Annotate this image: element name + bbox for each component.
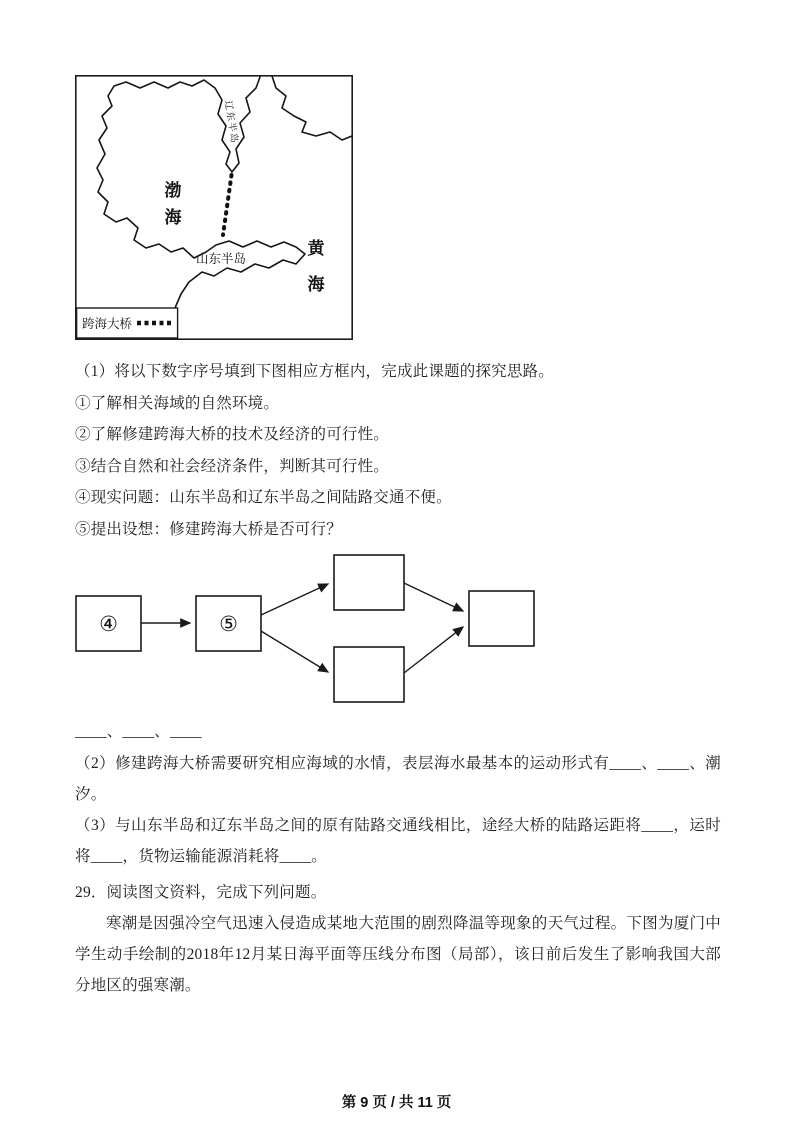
flow-box-4-label: ④ [99, 612, 118, 636]
question-3-text: （3）与山东半岛和辽东半岛之间的原有陆路交通线相比，途经大桥的陆路运距将____，运时将____，货物运输能源消耗将____。 [75, 816, 721, 865]
flow-box-empty-bottom [334, 647, 404, 702]
question-29-passage: 寒潮是因强冷空气迅速入侵造成某地大范围的剧烈降温等现象的天气过程。下图为厦门中学生动手绘制的2018年12月某日海平面等压线分布图（局部），该日前后发生了影响我国大部分地区的强寒潮。 [75, 915, 721, 994]
legend-label: 跨海大桥 [82, 317, 133, 331]
flow-box-final [469, 591, 534, 646]
question-2-text: （2）修建跨海大桥需要研究相应海域的水情，表层海水最基本的运动形式有____、____、潮汐。 [75, 754, 721, 803]
bohai-sea-label: 渤海 [161, 181, 181, 235]
numbered-item-1: ①了解相关海域的自然环境。 [75, 394, 280, 412]
flow-diagram [75, 551, 545, 707]
flow-arrow-5-to-top [261, 584, 328, 615]
numbered-item-5: ⑤提出设想：修建跨海大桥是否可行？ [75, 520, 342, 538]
question-29-title: 29．阅读图文资料，完成下列问题。 [75, 883, 327, 901]
yellow-sea-label: 黄海 [304, 239, 324, 311]
flow-arrow-top-to-final [404, 583, 463, 611]
numbered-item-2: ②了解修建跨海大桥的技术及经济的可行性。 [75, 426, 390, 443]
flow-diagram-wrap [75, 551, 721, 712]
shandong-peninsula-label: 山东半岛 [196, 252, 247, 266]
flow-arrow-bottom-to-final [404, 627, 463, 673]
numbered-item-3: ③结合自然和社会经济条件，判断其可行性。 [75, 457, 390, 475]
sea-bridge-map-figure [75, 75, 353, 340]
page-footer: 第 9 页 / 共 11 页 [341, 1095, 452, 1111]
liaodong-peninsula-label: 辽东半岛 [222, 99, 239, 145]
numbered-item-4: ④现实问题：山东半岛和辽东半岛之间陆路交通不便。 [75, 489, 452, 506]
sea-bridge-map [75, 75, 353, 340]
question-1-intro: （1）将以下数字序号填到下图相应方框内，完成此课题的探究思路。 [75, 363, 554, 380]
answer-blanks: ____、____、____ [75, 723, 202, 740]
flow-box-empty-top [334, 555, 404, 610]
flow-arrow-5-to-bottom [261, 631, 328, 672]
flow-box-5-label: ⑤ [219, 612, 238, 636]
